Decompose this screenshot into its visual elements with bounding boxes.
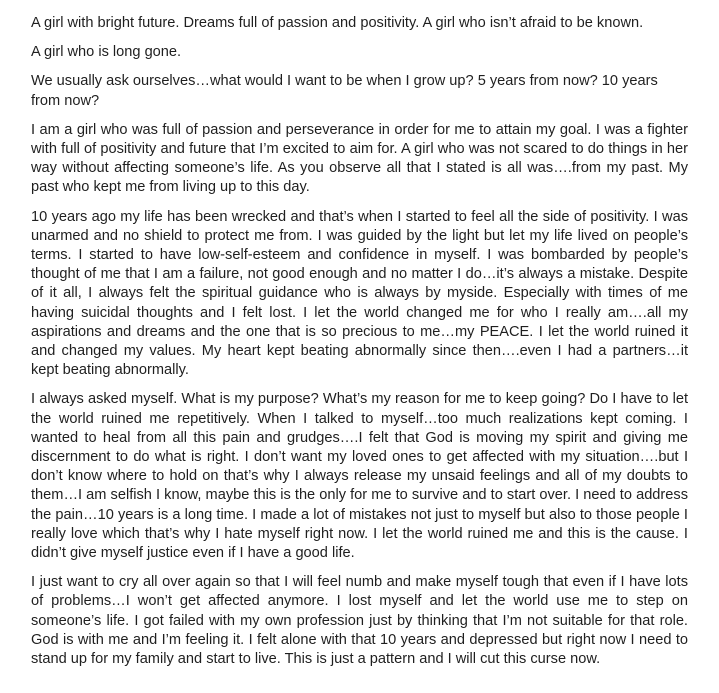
paragraph-1: A girl with bright future. Dreams full of passion and positivity. A girl who isn’t afraid to be known. xyxy=(31,15,644,31)
paragraph-7: I just want to cry all over again so that I will feel numb and make myself tough that even if I have lots of problems…I won’t get affected anymore. I lost myself and let the world use me to step on someone’s life. I got failed with my own profession just by thinking that I’m not suitable for that role. God is with me and I’m feeling it. I felt alone with that 10 years and depressed but right now I need to stand up for my family and start to live. This is just a pattern and I will cut this curse now. xyxy=(31,574,688,668)
paragraph-4: I am a girl who was full of passion and perseverance in order for me to attain my goal. I was a fighter with full of positivity and future that I’m excited to aim for. A girl who was not scared to do things in her way without affecting someone’s life. As you observe all that I stated is all was….from my past. My past who kept me from living up to this day. xyxy=(31,121,688,196)
paragraph-5: 10 years ago my life has been wrecked and that’s when I started to feel all the side of positivity. I was unarmed and no shield to protect me from. I was guided by the light but let my life lived on people’s terms. I started to have low-self-esteem and confidence in myself. I was bombarded by people’s thought of me that I am a failure, not good enough and no matter I do…it’s always a mistake. Despite of it all, I always felt the spiritual guidance who is always by myside. Especially with times of me having suicidal thoughts and I felt lost. I let the world changed me for who I really am….all my aspirations and dreams and the one that is so precious to me…my PEACE. I let the world ruined it and changed my values. My heart kept beating abnormally since then….even I had a partners…it kept beating abnormally. xyxy=(31,208,688,379)
paragraph-2: A girl who is long gone. xyxy=(31,44,182,61)
paragraph-6: I always asked myself. What is my purpose? What’s my reason for me to keep going? Do I have to let the world ruined me repetitively. When I talked to myself…too much realizations kept coming. I wanted to heal from all this pain and grudges….I felt that God is moving my spirit and giving me discernment to do what is right. I don’t want my loved ones to get affected with my situation….but I don’t know where to hold on that’s why I always release my unsaid feelings and all of my doubts to them…I am selfish I know, maybe this is the only for me to survive and to start over. I need to address the pain…10 years is a long time. I made a lot of mistakes not just to myself but also to those people I really love which that’s why I hate myself right now. I let the world ruined me and this is the cause. I didn’t give myself justice even if I have a good life. xyxy=(31,391,688,562)
paragraph-3: We usually ask ourselves…what would I want to be when I grow up? 5 years from now? 10 years from now? xyxy=(31,73,658,109)
